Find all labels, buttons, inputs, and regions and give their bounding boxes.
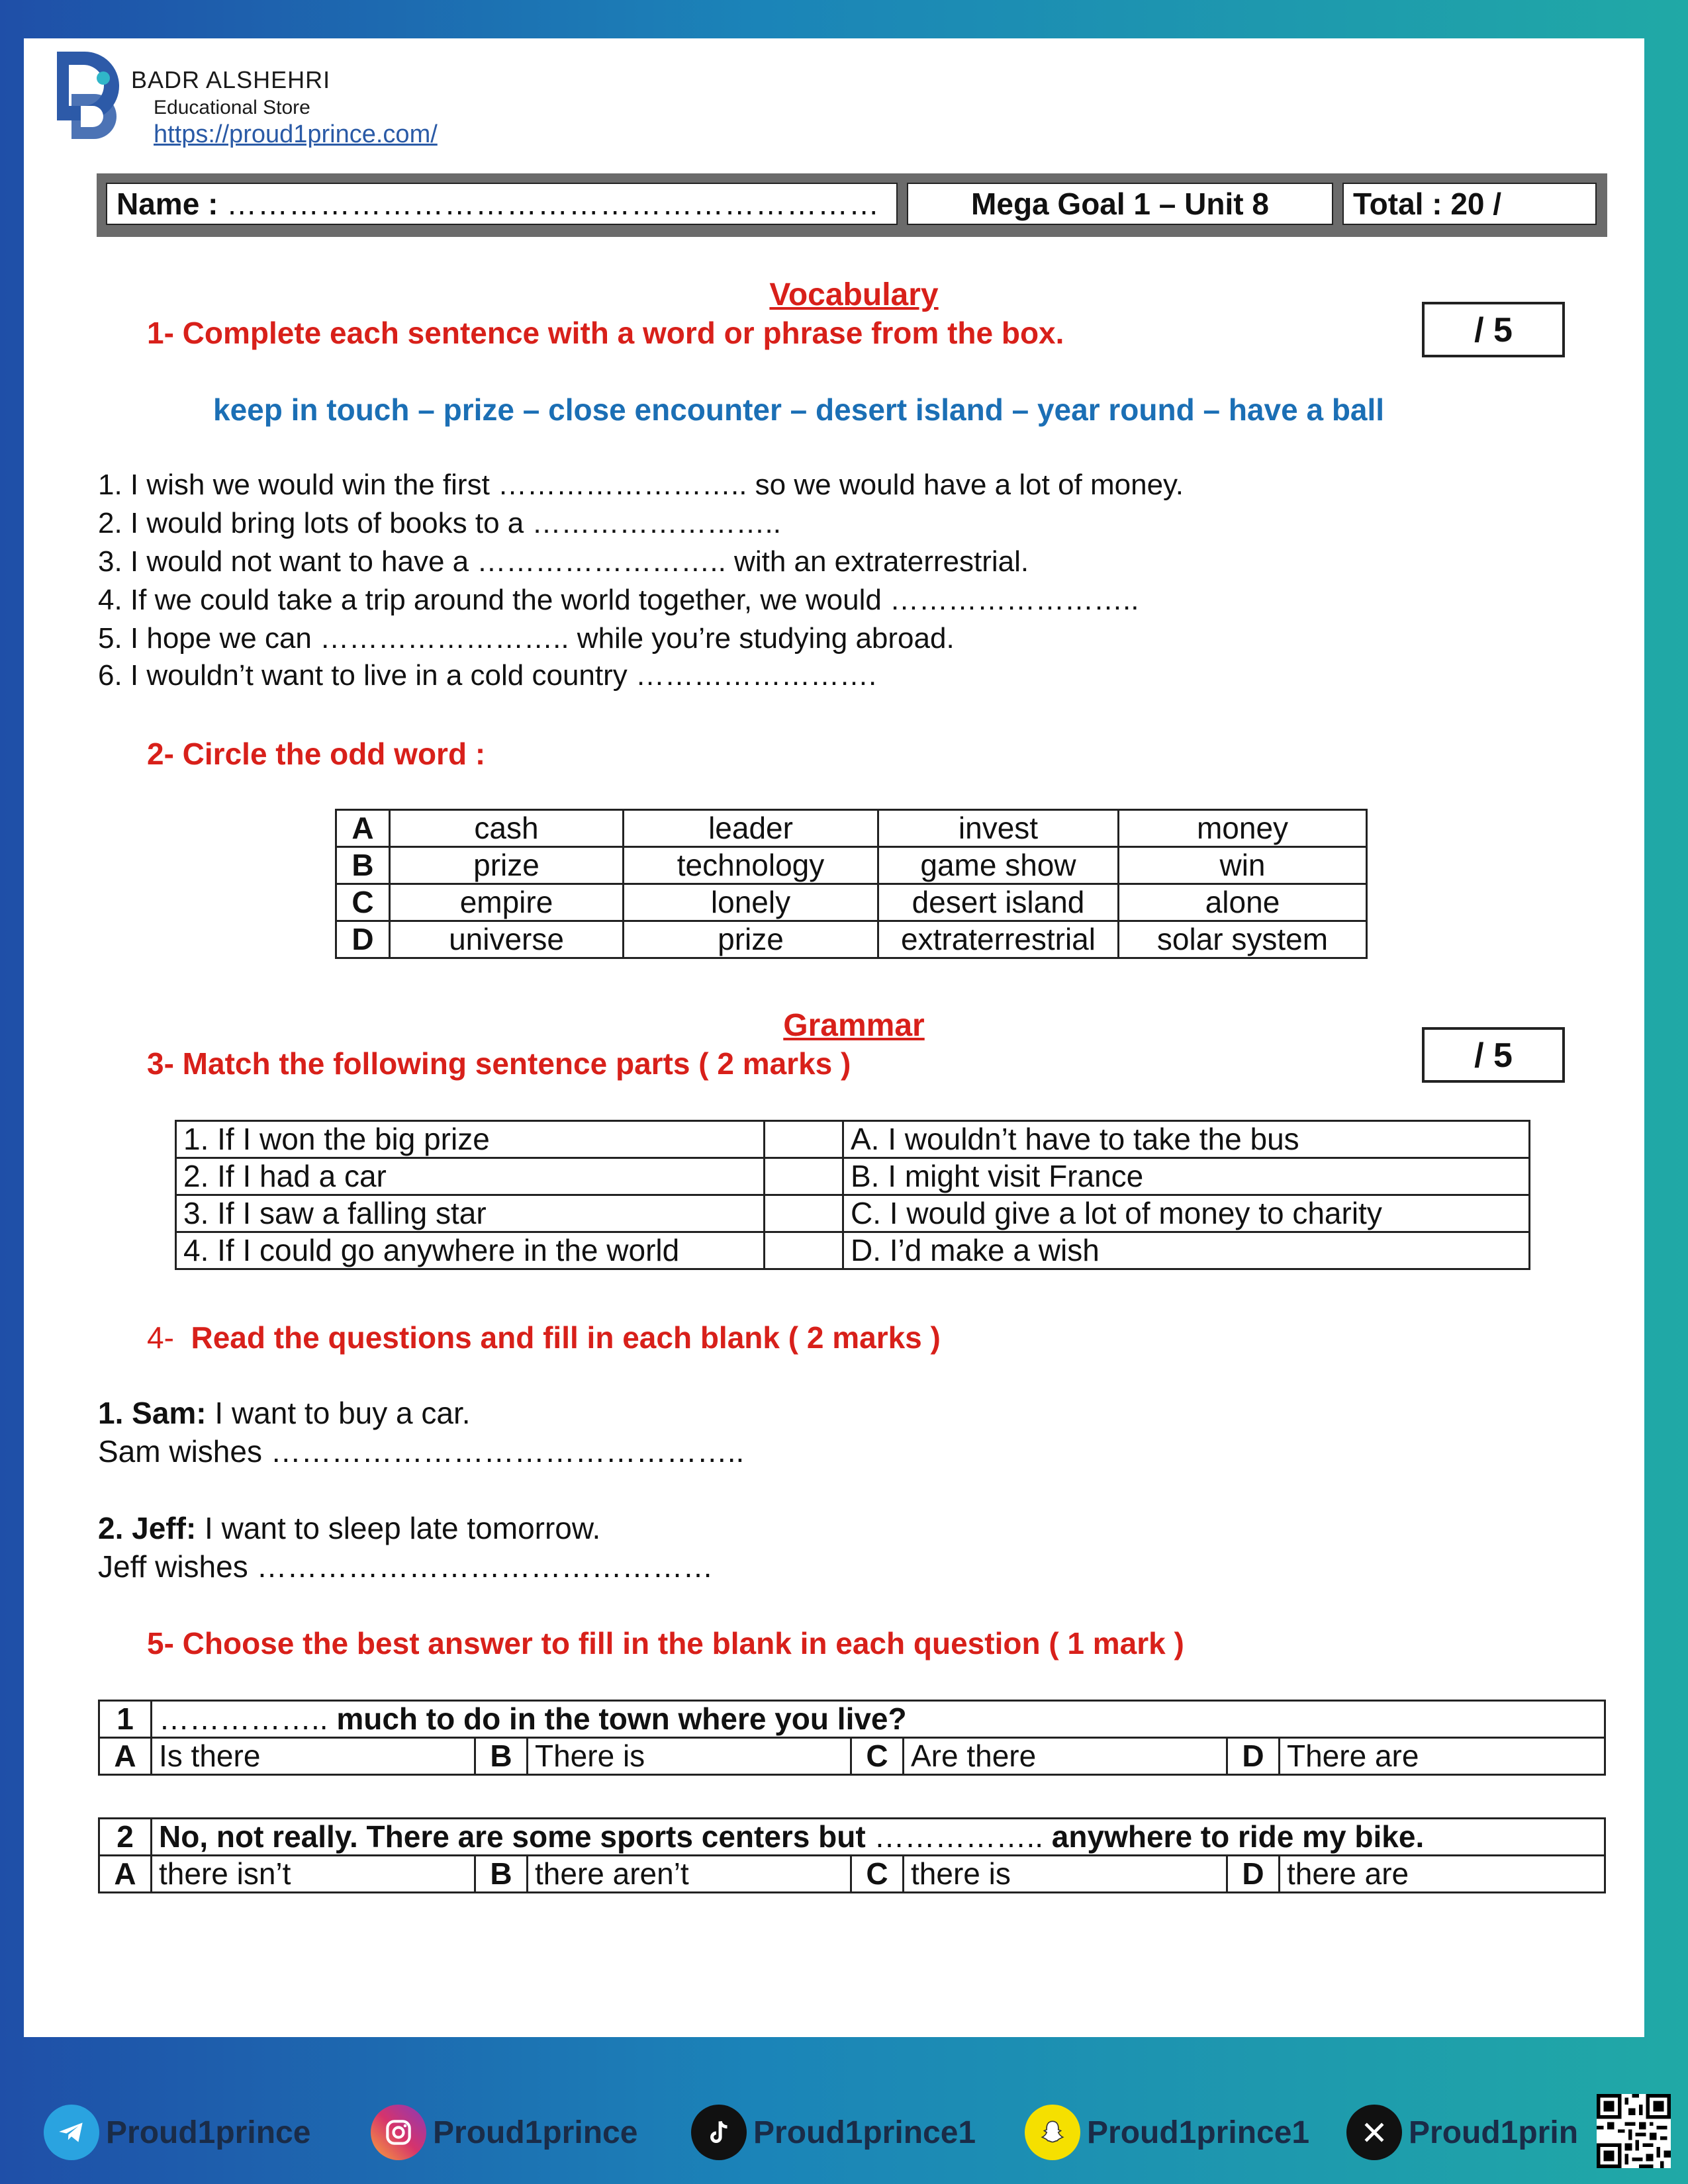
brand-name: BADR ALSHEHRI (131, 66, 331, 93)
name-label: Name : (117, 187, 218, 221)
q4-title (147, 1320, 941, 1355)
word-cell[interactable]: solar system (1119, 921, 1367, 958)
table-row (336, 847, 1367, 884)
q4-number: 4- (147, 1320, 174, 1355)
brand-logo-icon (52, 48, 124, 140)
brand-subtitle: Educational Store (154, 97, 310, 118)
option-label: A (99, 1738, 152, 1775)
name-field[interactable] (106, 183, 898, 225)
option-label: C (851, 1856, 904, 1893)
word-cell[interactable]: money (1119, 810, 1367, 847)
social-handle: Proud1prince1 (1087, 2115, 1310, 2150)
table-row (176, 1158, 1530, 1195)
table-row (336, 810, 1367, 847)
question-text (152, 1701, 1605, 1738)
table-row (99, 1856, 1605, 1893)
vocabulary-score-box: / 5 (1422, 302, 1565, 357)
row-label: C (336, 884, 390, 921)
mcq-question-2 (98, 1817, 1606, 1893)
match-answer-cell[interactable] (765, 1232, 843, 1269)
option-a[interactable]: Is there (152, 1738, 475, 1775)
option-d[interactable]: there are (1280, 1856, 1605, 1893)
option-label: B (475, 1738, 528, 1775)
match-left-cell: 1. If I won the big prize (176, 1121, 765, 1158)
x-icon (1346, 2105, 1402, 2160)
snapchat-icon (1025, 2105, 1080, 2160)
q3-title: 3- Match the following sentence parts ( 2 marks ) (147, 1046, 851, 1081)
social-instagram[interactable] (371, 2105, 637, 2160)
q5-title: 5- Choose the best answer to fill in the blank in each question ( 1 mark ) (147, 1626, 1184, 1661)
speaker-line: I want to buy a car. (206, 1396, 471, 1430)
word-cell[interactable]: universe (390, 921, 624, 958)
question-blank: …………….. (159, 1702, 328, 1736)
unit-title: Mega Goal 1 – Unit 8 (907, 183, 1333, 225)
row-label: D (336, 921, 390, 958)
social-x[interactable] (1346, 2105, 1578, 2160)
speaker-name: 2. Jeff: (98, 1511, 197, 1545)
brand-url-link[interactable]: https://proud1prince.com/ (154, 120, 438, 148)
name-blank: ……………………………………………………… (226, 187, 880, 221)
social-tiktok[interactable] (691, 2105, 976, 2160)
q1-title: 1- Complete each sentence with a word or phrase from the box. (147, 316, 1064, 350)
social-handle: Proud1prince (433, 2115, 638, 2150)
tiktok-icon (691, 2105, 747, 2160)
match-left-cell: 3. If I saw a falling star (176, 1195, 765, 1232)
match-answer-cell[interactable] (765, 1121, 843, 1158)
option-d[interactable]: There are (1280, 1738, 1605, 1775)
word-cell[interactable]: leader (624, 810, 878, 847)
row-label: A (336, 810, 390, 847)
question-number: 1 (99, 1701, 152, 1738)
speaker-name: 1. Sam: (98, 1396, 207, 1430)
word-box: keep in touch – prize – close encounter – desert island – year round – have a ball (213, 392, 1385, 427)
sentence-1: 1. I wish we would win the first …………………….. so we would have a lot of money. (98, 469, 1184, 501)
social-handle: Proud1prince1 (753, 2115, 976, 2150)
sentence-5: 5. I hope we can …………………….. while you’re studying abroad. (98, 622, 955, 655)
question-stem: No, not really. There are some sports centers but (159, 1819, 874, 1854)
word-cell[interactable]: game show (878, 847, 1119, 884)
match-answer-cell[interactable] (765, 1158, 843, 1195)
option-c[interactable]: there is (904, 1856, 1227, 1893)
table-row (336, 884, 1367, 921)
word-cell[interactable]: alone (1119, 884, 1367, 921)
match-left-cell: 4. If I could go anywhere in the world (176, 1232, 765, 1269)
option-label: D (1227, 1738, 1280, 1775)
table-row (176, 1195, 1530, 1232)
telegram-icon (44, 2105, 99, 2160)
match-left-cell: 2. If I had a car (176, 1158, 765, 1195)
social-handle: Proud1prin (1409, 2115, 1579, 2150)
word-cell[interactable]: prize (390, 847, 624, 884)
option-a[interactable]: there isn’t (152, 1856, 475, 1893)
qr-code-icon[interactable] (1597, 2094, 1671, 2168)
word-cell[interactable]: technology (624, 847, 878, 884)
wish-prompt-2[interactable]: Jeff wishes ……………………………………… (98, 1549, 714, 1584)
q4-title-text: Read the questions and fill in each blank ( 2 marks ) (191, 1320, 941, 1355)
question-blank: …………….. (874, 1819, 1044, 1854)
table-row (336, 921, 1367, 958)
total-score: Total : 20 / (1342, 183, 1597, 225)
sentence-2: 2. I would bring lots of books to a …………………….. (98, 507, 781, 539)
option-c[interactable]: Are there (904, 1738, 1227, 1775)
instagram-icon (371, 2105, 426, 2160)
dialog-1 (98, 1395, 471, 1431)
grammar-score-box: / 5 (1422, 1027, 1565, 1083)
option-b[interactable]: there aren’t (528, 1856, 851, 1893)
odd-word-table (335, 809, 1368, 959)
speaker-line: I want to sleep late tomorrow. (196, 1511, 601, 1545)
table-row (99, 1738, 1605, 1775)
option-label: B (475, 1856, 528, 1893)
grammar-heading: Grammar (783, 1008, 925, 1043)
word-cell[interactable]: empire (390, 884, 624, 921)
word-cell[interactable]: cash (390, 810, 624, 847)
wish-prompt-1[interactable]: Sam wishes ……………………………………….. (98, 1434, 745, 1469)
word-cell[interactable]: prize (624, 921, 878, 958)
header-bar (97, 173, 1607, 237)
option-label: D (1227, 1856, 1280, 1893)
table-row (176, 1121, 1530, 1158)
word-cell[interactable]: extraterrestrial (878, 921, 1119, 958)
word-cell[interactable]: desert island (878, 884, 1119, 921)
question-stem-end: anywhere to ride my bike. (1043, 1819, 1425, 1854)
question-number: 2 (99, 1819, 152, 1856)
q2-title: 2- Circle the odd word : (147, 737, 486, 771)
option-label: A (99, 1856, 152, 1893)
word-cell[interactable]: lonely (624, 884, 878, 921)
match-answer-cell[interactable] (765, 1195, 843, 1232)
match-right-cell: D. I’d make a wish (843, 1232, 1530, 1269)
sentence-3: 3. I would not want to have a …………………….. with an extraterrestrial. (98, 545, 1029, 578)
option-label: C (851, 1738, 904, 1775)
word-cell[interactable]: win (1119, 847, 1367, 884)
social-handle: Proud1prince (106, 2115, 311, 2150)
table-row (99, 1819, 1605, 1856)
mcq-question-1 (98, 1700, 1606, 1776)
question-text (152, 1819, 1605, 1856)
match-table (175, 1120, 1530, 1270)
table-row (176, 1232, 1530, 1269)
table-row (99, 1701, 1605, 1738)
sentence-4: 4. If we could take a trip around the world together, we would …………………….. (98, 584, 1139, 616)
question-stem: much to do in the town where you live? (328, 1702, 907, 1736)
word-cell[interactable]: invest (878, 810, 1119, 847)
option-b[interactable]: There is (528, 1738, 851, 1775)
sentence-6: 6. I wouldn’t want to live in a cold country ……………………. (98, 659, 877, 692)
social-telegram[interactable] (44, 2105, 310, 2160)
match-right-cell: A. I wouldn’t have to take the bus (843, 1121, 1530, 1158)
vocabulary-heading: Vocabulary (769, 277, 939, 312)
match-right-cell: B. I might visit France (843, 1158, 1530, 1195)
dialog-2 (98, 1510, 600, 1546)
row-label: B (336, 847, 390, 884)
social-snapchat[interactable] (1025, 2105, 1309, 2160)
match-right-cell: C. I would give a lot of money to charity (843, 1195, 1530, 1232)
